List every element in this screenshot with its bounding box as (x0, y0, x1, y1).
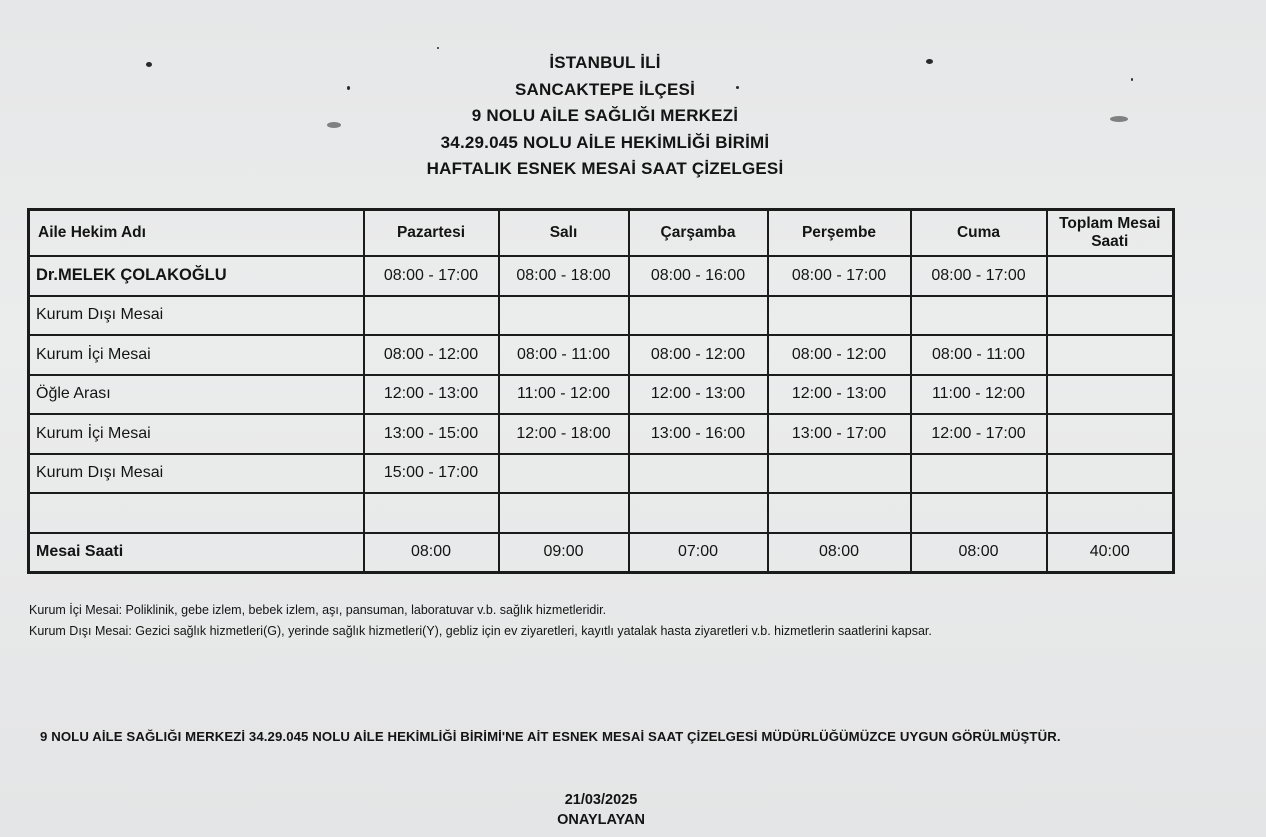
table-cell: 08:00 - 18:00 (499, 256, 629, 296)
table-cell: 08:00 - 12:00 (768, 335, 911, 375)
note-kurum-disi: Kurum Dışı Mesai: Gezici sağlık hizmetleri(G), yerinde sağlık hizmetleri(Y), gebliz için ev ziyaretleri, kayıtlı yatalak hasta ziyaretleri v.b. hizmetlerin saatlerini kapsar. (29, 624, 932, 638)
table-cell (911, 454, 1047, 494)
header-title: HAFTALIK ESNEK MESAİ SAAT ÇİZELGESİ (426, 159, 784, 178)
table-cell (1047, 335, 1174, 375)
table-cell (1047, 375, 1174, 415)
table-cell: 11:00 - 12:00 (499, 375, 629, 415)
approver-label: ONAYLAYAN (557, 812, 645, 828)
table-cell (1047, 296, 1174, 336)
table-cell (364, 493, 499, 533)
row-label: Öğle Arası (29, 375, 364, 415)
table-cell: 08:00 - 11:00 (499, 335, 629, 375)
table-cell: 15:00 - 17:00 (364, 454, 499, 494)
table-row (29, 454, 1174, 494)
table-cell: 11:00 - 12:00 (911, 375, 1047, 415)
total-cell: 07:00 (629, 533, 768, 573)
table-cell: 13:00 - 16:00 (629, 414, 768, 454)
row-label: Kurum Dışı Mesai (29, 454, 364, 494)
table-cell: 12:00 - 17:00 (911, 414, 1047, 454)
row-label: Kurum İçi Mesai (29, 335, 364, 375)
table-cell (364, 296, 499, 336)
table-row (29, 375, 1174, 415)
table-cell (629, 296, 768, 336)
column-header: Salı (499, 210, 629, 257)
table-row (29, 335, 1174, 375)
table-row (29, 256, 1174, 296)
table-cell (1047, 454, 1174, 494)
header-unit: 34.29.045 NOLU AİLE HEKİMLİĞİ BİRİMİ (440, 132, 770, 152)
table-cell (1047, 414, 1174, 454)
column-header: Perşembe (768, 210, 911, 257)
total-label: Mesai Saati (29, 533, 364, 573)
table-cell: 08:00 - 17:00 (768, 256, 911, 296)
table-cell (911, 493, 1047, 533)
note-kurum-ici: Kurum İçi Mesai: Poliklinik, gebe izlem, bebek izlem, aşı, pansuman, laboratuvar v.b. sağlık hizmetleridir. (29, 603, 607, 617)
table-cell: 08:00 - 11:00 (911, 335, 1047, 375)
table-cell: 08:00 - 16:00 (629, 256, 768, 296)
table-cell: 12:00 - 13:00 (364, 375, 499, 415)
table-cell: 12:00 - 18:00 (499, 414, 629, 454)
total-cell: 08:00 (911, 533, 1047, 573)
document-header (0, 50, 1210, 183)
table-cell: 12:00 - 13:00 (768, 375, 911, 415)
table-cell (629, 493, 768, 533)
total-cell: 08:00 (364, 533, 499, 573)
column-header: Çarşamba (629, 210, 768, 257)
total-cell: 09:00 (499, 533, 629, 573)
header-province: İSTANBUL İLİ (549, 53, 661, 72)
table-cell: 08:00 - 12:00 (629, 335, 768, 375)
row-label: Dr.MELEK ÇOLAKOĞLU (29, 256, 364, 296)
table-cell (499, 296, 629, 336)
total-cell: 08:00 (768, 533, 911, 573)
total-row (29, 533, 1174, 573)
table-cell (629, 454, 768, 494)
grand-total-cell: 40:00 (1047, 533, 1174, 573)
row-label: Kurum Dışı Mesai (29, 296, 364, 336)
table-cell (768, 454, 911, 494)
table-row (29, 493, 1174, 533)
table-cell: 08:00 - 17:00 (911, 256, 1047, 296)
table-cell (768, 493, 911, 533)
table-cell (1047, 256, 1174, 296)
row-label (29, 493, 364, 533)
column-header: Pazartesi (364, 210, 499, 257)
header-health-center: 9 NOLU AİLE SAĞLIĞI MERKEZİ (471, 106, 739, 125)
table-cell: 08:00 - 17:00 (364, 256, 499, 296)
table-cell: 08:00 - 12:00 (364, 335, 499, 375)
row-label: Kurum İçi Mesai (29, 414, 364, 454)
schedule-table (27, 208, 1175, 574)
column-header: Toplam Mesai Saati (1047, 210, 1174, 257)
table-row (29, 414, 1174, 454)
scan-speck (437, 47, 439, 49)
table-cell: 13:00 - 17:00 (768, 414, 911, 454)
table-cell (499, 493, 629, 533)
column-header: Cuma (911, 210, 1047, 257)
table-header-row (29, 210, 1174, 257)
approval-date: 21/03/2025 (564, 792, 638, 808)
table-cell (499, 454, 629, 494)
table-cell (1047, 493, 1174, 533)
column-header: Aile Hekim Adı (29, 210, 364, 257)
approval-statement: 9 NOLU AİLE SAĞLIĞI MERKEZİ 34.29.045 NOLU AİLE HEKİMLİĞİ BİRİMİ'NE AİT ESNEK MESAİ SAAT ÇİZELGESİ MÜDÜRLÜĞÜMÜZCE UYGUN GÖRÜLMÜŞTÜR. (40, 729, 1061, 744)
table-row (29, 296, 1174, 336)
header-district: SANCAKTEPE İLÇESİ (514, 79, 696, 99)
signature-block (0, 790, 1202, 830)
table-cell: 12:00 - 13:00 (629, 375, 768, 415)
table-cell (911, 296, 1047, 336)
notes-section (29, 600, 932, 642)
table-cell (768, 296, 911, 336)
table-cell: 13:00 - 15:00 (364, 414, 499, 454)
